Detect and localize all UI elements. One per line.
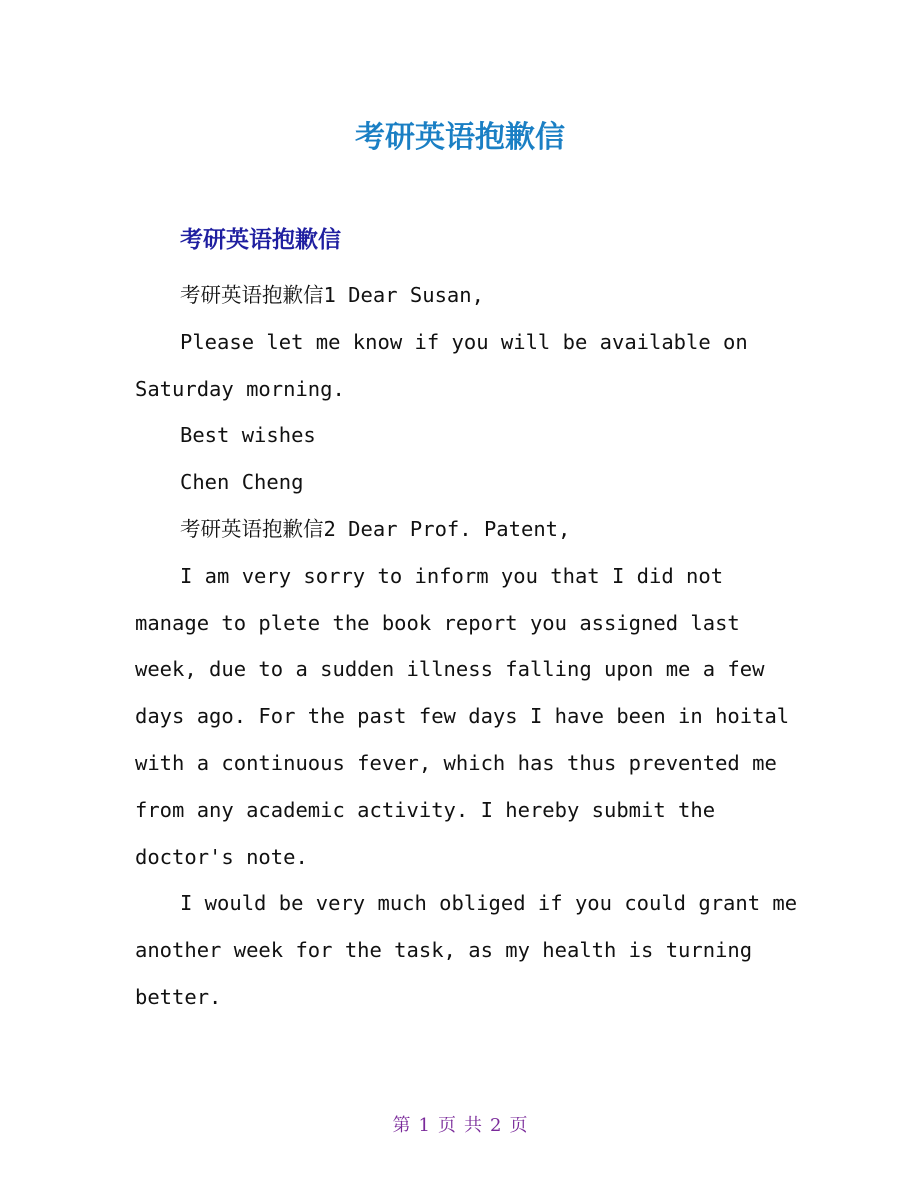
footer-page-mid: 页: [438, 1115, 456, 1136]
page-footer: [0, 1112, 920, 1140]
footer-current-page: 1: [418, 1115, 430, 1136]
body-line: I would be very much obliged if you could grant me: [180, 891, 798, 916]
document-title: 考研英语抱歉信: [355, 120, 565, 155]
footer-page-suffix: 页: [509, 1115, 528, 1136]
body-line: Please let me know if you will be available on: [180, 329, 748, 354]
footer-total-label: 共: [464, 1115, 482, 1136]
section-heading: 考研英语抱歉信: [180, 227, 341, 253]
body-line: doctor's note.: [135, 844, 308, 869]
body-line: week, due to a sudden illness falling upon me a few: [135, 657, 765, 682]
body-line: another week for the task, as my health is turning: [135, 938, 753, 963]
body-line: I am very sorry to inform you that I did not: [180, 563, 724, 588]
body-line: better.: [135, 984, 222, 1009]
body-line: days ago. For the past few days I have been in hoital: [135, 704, 790, 729]
footer-page-prefix: 第: [392, 1115, 411, 1136]
body-line: Chen Cheng: [180, 470, 304, 495]
footer-total-pages: 2: [490, 1115, 502, 1136]
body-line: 考研英语抱歉信2 Dear Prof. Patent,: [180, 516, 571, 541]
body-line: with a continuous fever, which has thus prevented me: [135, 750, 777, 775]
body-line: from any academic activity. I hereby submit the: [135, 797, 716, 822]
body-line: manage to plete the book report you assigned last: [135, 610, 740, 635]
body-line: Saturday morning.: [135, 376, 345, 401]
letter-body: [135, 272, 798, 1021]
body-line: 考研英语抱歉信1 Dear Susan,: [180, 283, 484, 307]
body-line: Best wishes: [180, 423, 316, 448]
